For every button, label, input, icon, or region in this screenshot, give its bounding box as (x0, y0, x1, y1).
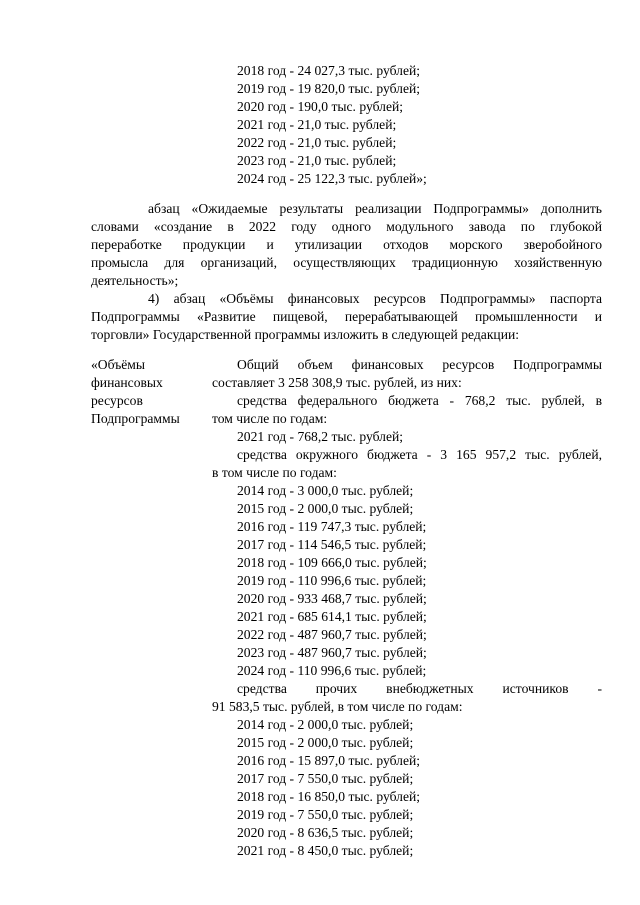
paragraph-line: абзац «Ожидаемые результаты реализации Подпрограммы» дополнить (148, 201, 602, 216)
paragraph-line: словами «создание в 2022 году одного модульного завода по глубокой (91, 219, 602, 234)
list-item: 2014 год - 2 000,0 тыс. рублей; (237, 717, 414, 732)
list-item: 2018 год - 24 027,3 тыс. рублей; (237, 63, 421, 78)
row-label-line: ресурсов (91, 393, 143, 408)
list-item: 2015 год - 2 000,0 тыс. рублей; (237, 501, 414, 516)
list-item: 2023 год - 487 960,7 тыс. рублей; (237, 645, 427, 660)
list-item: 2019 год - 110 996,6 тыс. рублей; (237, 573, 427, 588)
row-label-line: финансовых (91, 375, 163, 390)
paragraph-line: 4) абзац «Объёмы финансовых ресурсов Подпрограммы» паспорта (148, 291, 602, 306)
other-sources-line: средства прочих внебюджетных источников - (237, 681, 602, 696)
list-item: 2021 год - 8 450,0 тыс. рублей; (237, 843, 414, 858)
list-item: 2015 год - 2 000,0 тыс. рублей; (237, 735, 414, 750)
list-item: 2018 год - 109 666,0 тыс. рублей; (237, 555, 427, 570)
list-item: 2016 год - 119 747,3 тыс. рублей; (237, 519, 427, 534)
total-line: Общий объем финансовых ресурсов Подпрограммы (237, 357, 602, 372)
list-item: 2019 год - 19 820,0 тыс. рублей; (237, 81, 421, 96)
list-item: 2014 год - 3 000,0 тыс. рублей; (237, 483, 414, 498)
paragraph-line: промысла для организаций, осуществляющих традиционную хозяйственную (91, 255, 602, 270)
paragraph-line: Подпрограммы «Развитие пищевой, перерабатывающей промышленности и (91, 309, 602, 324)
list-item: 2023 год - 21,0 тыс. рублей; (237, 153, 397, 168)
federal-line: том числе по годам: (212, 411, 328, 426)
district-line: в том числе по годам: (212, 465, 337, 480)
list-item: 2021 год - 685 614,1 тыс. рублей; (237, 609, 427, 624)
other-sources-line: 91 583,5 тыс. рублей, в том числе по годам: (212, 699, 463, 714)
federal-line: средства федерального бюджета - 768,2 тыс. рублей, в (237, 393, 602, 408)
list-item: 2016 год - 15 897,0 тыс. рублей; (237, 753, 421, 768)
list-item: 2022 год - 21,0 тыс. рублей; (237, 135, 397, 150)
row-label-line: «Объёмы (91, 357, 145, 372)
list-item: 2021 год - 768,2 тыс. рублей; (237, 429, 404, 444)
list-item: 2020 год - 933 468,7 тыс. рублей; (237, 591, 427, 606)
list-item: 2017 год - 7 550,0 тыс. рублей; (237, 771, 414, 786)
list-item: 2018 год - 16 850,0 тыс. рублей; (237, 789, 421, 804)
list-item: 2019 год - 7 550,0 тыс. рублей; (237, 807, 414, 822)
list-item: 2022 год - 487 960,7 тыс. рублей; (237, 627, 427, 642)
district-line: средства окружного бюджета - 3 165 957,2 тыс. рублей, (237, 447, 602, 462)
list-item: 2020 год - 190,0 тыс. рублей; (237, 99, 404, 114)
list-item: 2020 год - 8 636,5 тыс. рублей; (237, 825, 414, 840)
paragraph-line: торговли» Государственной программы изложить в следующей редакции: (91, 327, 520, 342)
list-item: 2024 год - 25 122,3 тыс. рублей»; (237, 171, 427, 186)
list-item: 2021 год - 21,0 тыс. рублей; (237, 117, 397, 132)
paragraph-line: переработке продукции и утилизации отходов морского зверобойного (91, 237, 602, 252)
row-label-line: Подпрограммы (91, 411, 180, 426)
list-item: 2017 год - 114 546,5 тыс. рублей; (237, 537, 427, 552)
list-item: 2024 год - 110 996,6 тыс. рублей; (237, 663, 427, 678)
total-line: составляет 3 258 308,9 тыс. рублей, из них: (212, 375, 462, 390)
paragraph-line: деятельность»; (91, 273, 179, 288)
